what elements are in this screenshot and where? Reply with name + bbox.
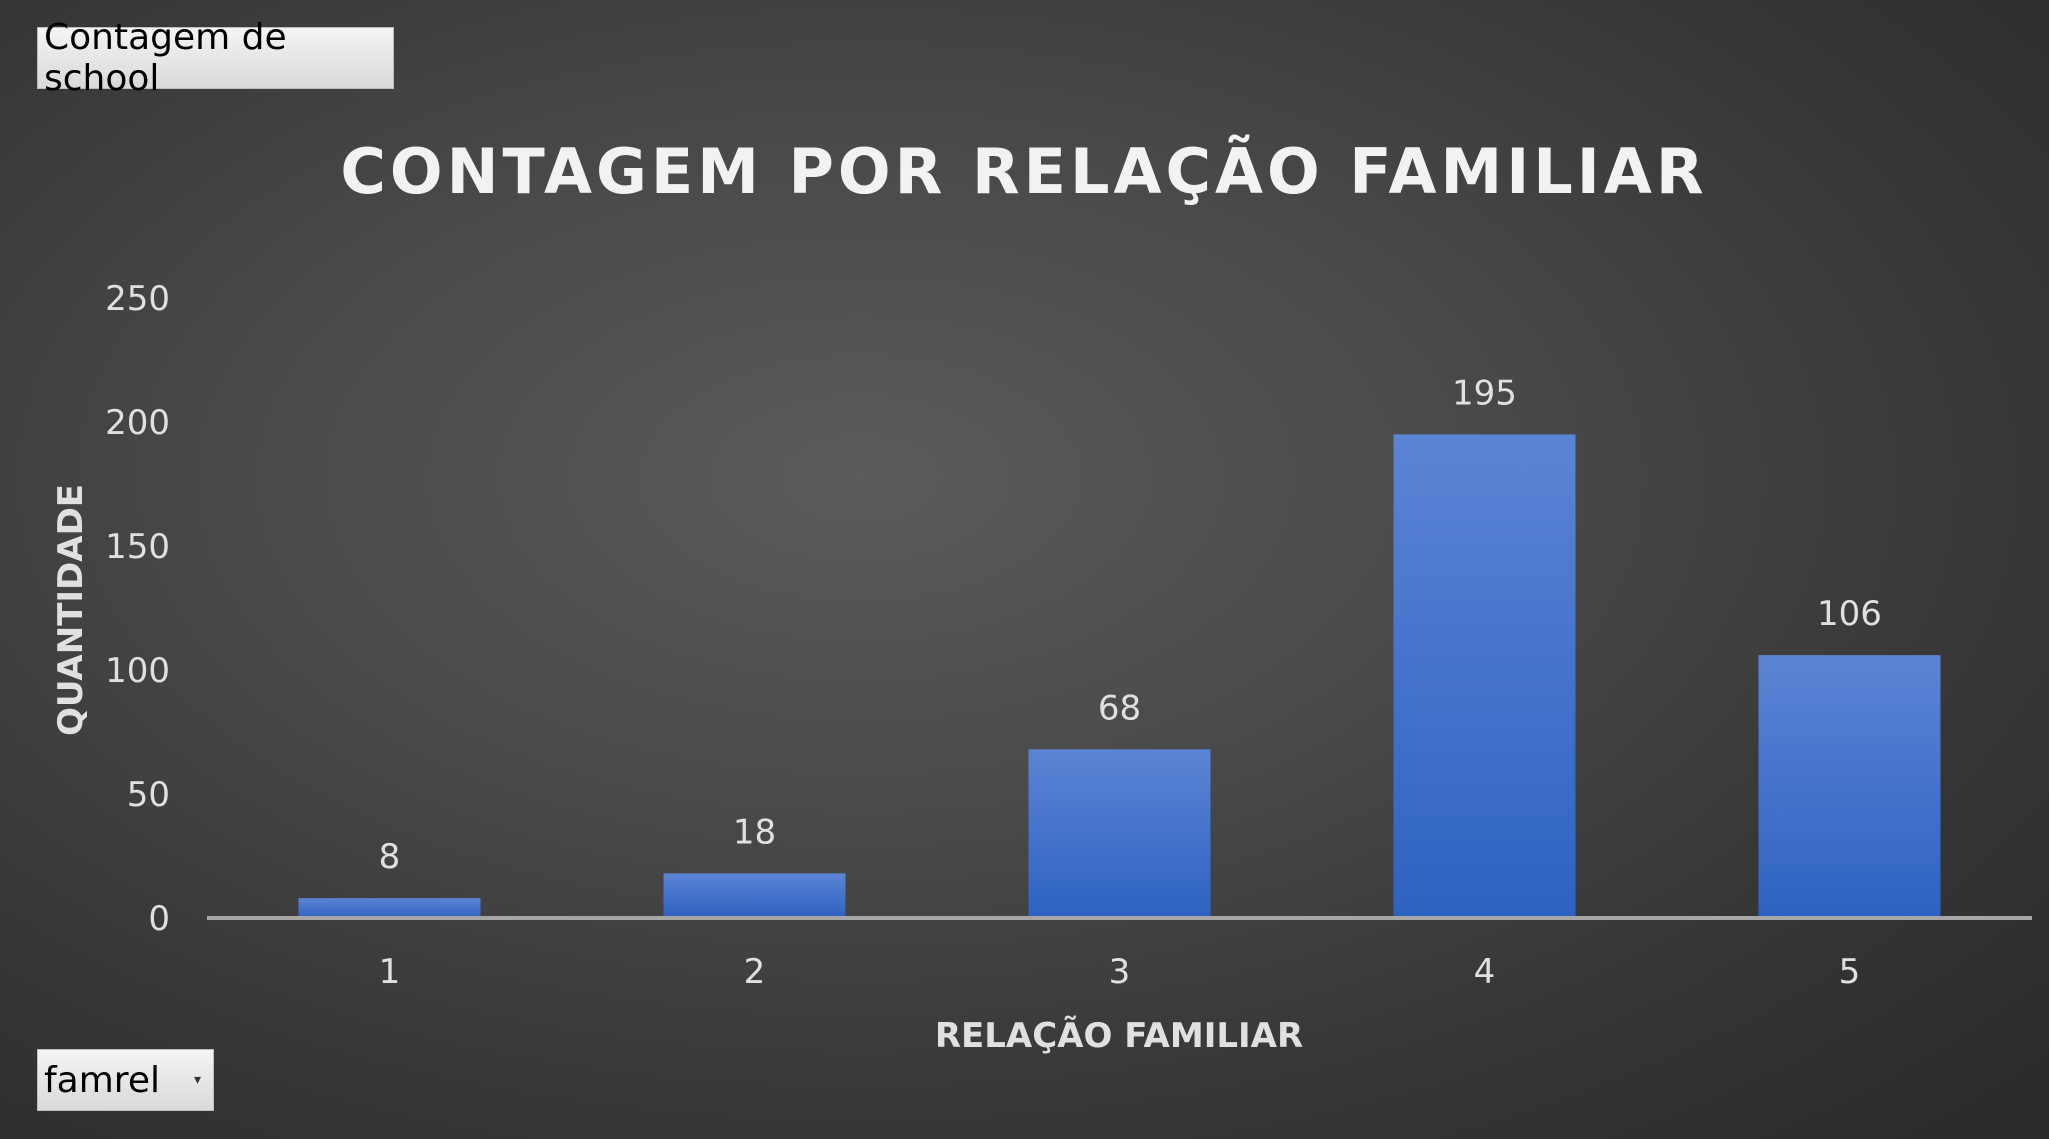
- bar: [299, 898, 481, 918]
- data-label: 18: [732, 812, 777, 853]
- data-label: 68: [1097, 688, 1142, 729]
- x-tick-label: 2: [743, 952, 766, 992]
- chart-title: CONTAGEM POR RELAÇÃO FAMILIAR: [340, 135, 1708, 208]
- bar: [1759, 655, 1941, 918]
- y-tick-label: 150: [105, 527, 170, 567]
- bar: [1029, 749, 1211, 918]
- y-tick-label: 50: [126, 775, 170, 815]
- axis-field-dropdown[interactable]: [37, 1049, 214, 1111]
- bars: [299, 373, 1941, 918]
- x-axis-ticks: [379, 952, 1861, 992]
- y-tick-label: 0: [148, 899, 170, 939]
- y-tick-label: 200: [105, 403, 170, 443]
- y-axis-ticks: [105, 279, 170, 939]
- x-tick-label: 5: [1838, 952, 1861, 992]
- y-axis-title: QUANTIDADE: [51, 483, 91, 737]
- x-tick-label: 3: [1108, 952, 1131, 992]
- x-axis-title: RELAÇÃO FAMILIAR: [934, 1016, 1304, 1056]
- data-label: 106: [1817, 594, 1882, 635]
- data-label: 195: [1452, 373, 1517, 414]
- x-tick-label: 4: [1473, 952, 1496, 992]
- value-field-label: Contagem de school: [44, 17, 287, 99]
- axis-field-label: famrel: [44, 1059, 160, 1101]
- chevron-down-icon: ▾: [193, 1072, 201, 1088]
- y-tick-label: 100: [105, 651, 170, 691]
- y-tick-label: 250: [105, 279, 170, 319]
- x-tick-label: 1: [378, 952, 401, 992]
- bar: [1394, 434, 1576, 918]
- data-label: 8: [378, 837, 401, 878]
- bar: [664, 873, 846, 918]
